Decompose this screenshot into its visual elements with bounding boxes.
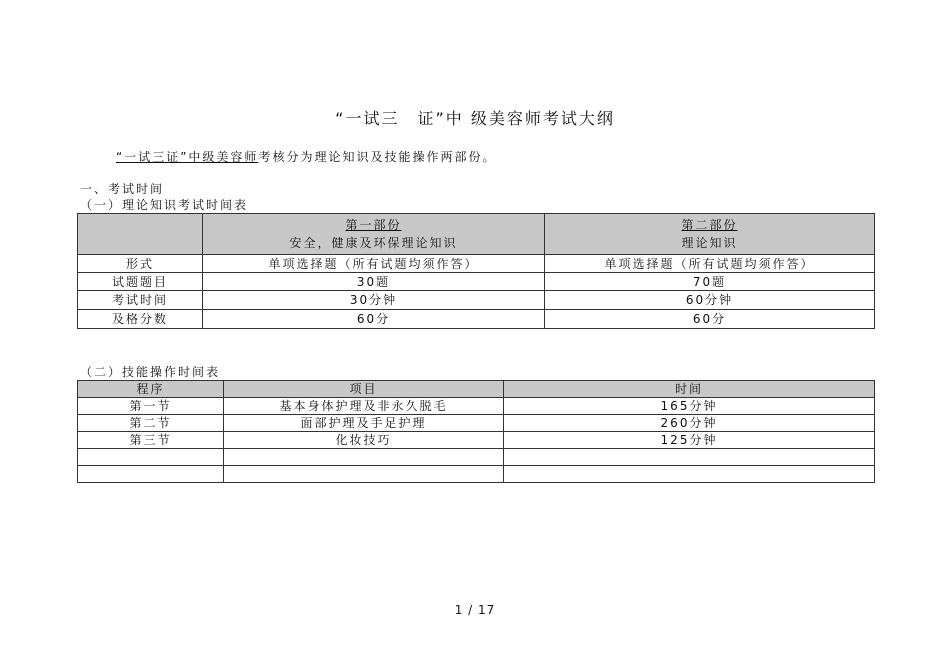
cell-item: 化妆技巧: [224, 432, 504, 449]
table-row: [78, 255, 875, 273]
part2-title: 第二部份: [681, 218, 738, 232]
table-row: [78, 273, 875, 291]
page-number: 1 / 17: [454, 603, 496, 617]
cell-time: 125分钟: [504, 432, 875, 449]
subheading-skill-schedule: （二）技能操作时间表: [80, 365, 221, 379]
cell-procedure: 第三节: [78, 432, 224, 449]
section-heading-exam-time: 一、考试时间: [80, 182, 165, 196]
theory-header-part1: [203, 214, 545, 255]
header-time: 时间: [504, 381, 875, 398]
table-row: [78, 432, 875, 449]
theory-header-blank: [78, 214, 203, 255]
cell-empty: [504, 466, 875, 483]
part1-title: 第一部份: [345, 218, 402, 232]
part1-subtitle: 安全，健康及环保理论知识: [289, 236, 458, 250]
cell-empty: [224, 449, 504, 466]
table-row: [78, 415, 875, 432]
subheading-theory-schedule: （一）理论知识考试时间表: [80, 198, 249, 212]
intro-paragraph: [116, 148, 496, 165]
row-part2-value: 60分: [545, 310, 875, 329]
table-row: [78, 398, 875, 415]
cell-empty: [504, 449, 875, 466]
intro-rest: 考核分为理论知识及技能操作两部份。: [258, 150, 497, 164]
cell-procedure: 第一节: [78, 398, 224, 415]
cell-empty: [78, 449, 224, 466]
theory-exam-table: [77, 213, 875, 329]
row-part1-value: 单项选择题（所有试题均须作答）: [203, 255, 545, 273]
table-row: [78, 291, 875, 310]
table-row: [78, 310, 875, 329]
cell-empty: [78, 466, 224, 483]
intro-underlined: “一试三证”中级美容师: [116, 150, 259, 164]
table-row-empty: [78, 449, 875, 466]
skill-table-header: [78, 381, 875, 398]
row-part2-value: 单项选择题（所有试题均须作答）: [545, 255, 875, 273]
skill-exam-table: [77, 380, 875, 483]
header-item: 项目: [224, 381, 504, 398]
row-label: 试题题目: [78, 273, 203, 291]
document-title: “一试三 证”中 级美容师考试大纲: [335, 109, 615, 128]
cell-item: 面部护理及手足护理: [224, 415, 504, 432]
cell-procedure: 第二节: [78, 415, 224, 432]
cell-item: 基本身体护理及非永久脱毛: [224, 398, 504, 415]
row-label: 及格分数: [78, 310, 203, 329]
table-row-empty: [78, 466, 875, 483]
cell-empty: [224, 466, 504, 483]
row-part1-value: 60分: [203, 310, 545, 329]
theory-table-header: [78, 214, 875, 255]
row-part2-value: 60分钟: [545, 291, 875, 310]
header-procedure: 程序: [78, 381, 224, 398]
row-part1-value: 30分钟: [203, 291, 545, 310]
cell-time: 165分钟: [504, 398, 875, 415]
theory-header-part2: [545, 214, 875, 255]
row-label: 形式: [78, 255, 203, 273]
cell-time: 260分钟: [504, 415, 875, 432]
row-part1-value: 30题: [203, 273, 545, 291]
row-label: 考试时间: [78, 291, 203, 310]
part2-subtitle: 理论知识: [681, 236, 738, 250]
row-part2-value: 70题: [545, 273, 875, 291]
